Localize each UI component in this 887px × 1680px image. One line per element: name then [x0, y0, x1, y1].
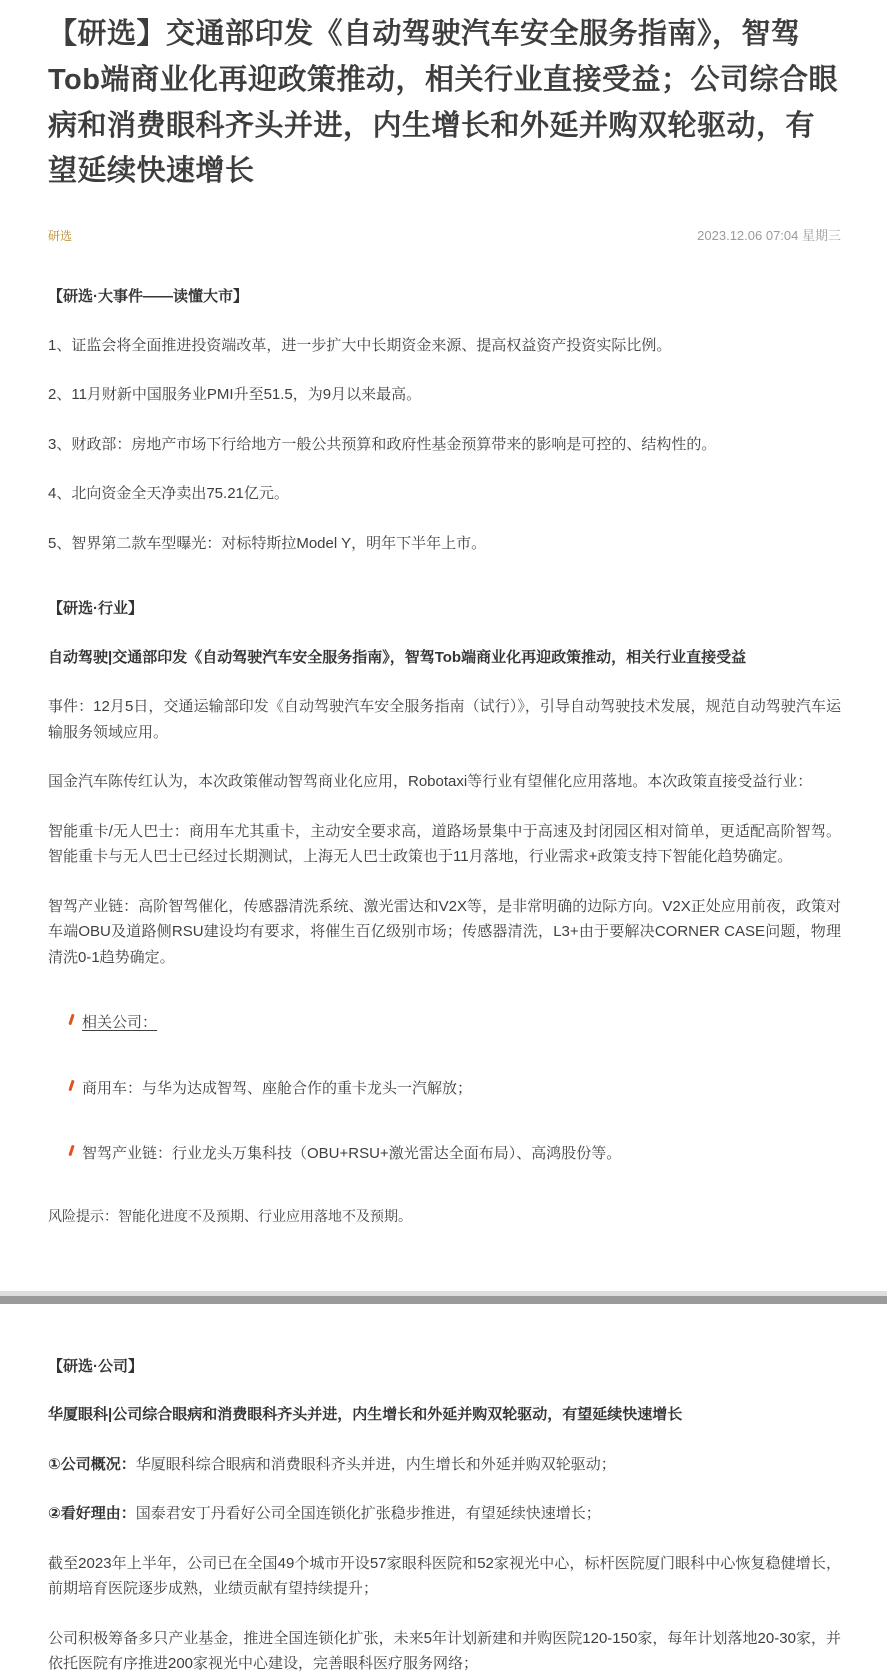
- section-heading-big-events: 【研选·大事件——读懂大市】: [48, 288, 248, 306]
- company-point: [48, 1501, 841, 1527]
- source-label: 研选: [48, 229, 73, 244]
- bullet-icon: [68, 1080, 74, 1091]
- divider-dark-bar: [0, 1296, 887, 1304]
- event-item: 5、智界第二款车型曝光：对标特斯拉Model Y，明年下半年上市。: [48, 534, 487, 552]
- related-companies-label: 相关公司：: [82, 1014, 158, 1032]
- section-heading-industry: 【研选·行业】: [48, 600, 143, 618]
- section-divider: [0, 1291, 887, 1304]
- publish-datetime: 2023.12.06 07:04 星期三: [697, 228, 841, 244]
- company-section: [0, 1344, 887, 1677]
- event-item: 3、财政部：房地产市场下行给地方一般公共预算和政府性基金预算带来的影响是可控的、结构性的。: [48, 435, 717, 453]
- related-company-item: [70, 1141, 841, 1167]
- related-companies-label-row: [70, 1010, 841, 1036]
- risk-notice: 风险提示：智能化进度不及预期、行业应用落地不及预期。: [48, 1207, 412, 1224]
- section-heading-company: 【研选·公司】: [48, 1357, 143, 1375]
- related-company-text: 智驾产业链：行业龙头万集科技（OBU+RSU+激光雷达全面布局）、高鸿股份等。: [82, 1145, 622, 1163]
- industry-paragraph: 事件：12月5日，交通运输部印发《自动驾驶汽车安全服务指南（试行）》，引导自动驾驶技术发展，规范自动驾驶汽车运输服务领域应用。: [48, 698, 841, 741]
- industry-paragraph: 智驾产业链：高阶智驾催化，传感器清洗系统、激光雷达和V2X等，是非常明确的边际方向。V2X正处应用前夜，政策对车端OBU及道路侧RSU建设均有要求，将催生百亿级别市场；传感器清洗，L3+由于要解决CORNER CASE问题，物理清洗0-1趋势确定。: [48, 897, 841, 966]
- industry-headline: 自动驾驶|交通部印发《自动驾驶汽车安全服务指南》，智驾Tob端商业化再迎政策推动，相关行业直接受益: [48, 648, 747, 666]
- company-paragraph: 公司积极筹备多只产业基金，推进全国连锁化扩张，未来5年计划新建和并购医院120-150家，每年计划落地20-30家，并依托医院有序推进200家视光中心建设，完善眼科医疗服务网络；: [48, 1629, 841, 1673]
- bullet-icon: [68, 1145, 74, 1156]
- page-title: 【研选】交通部印发《自动驾驶汽车安全服务指南》，智驾Tob端商业化再迎政策推动，相关行业直接受益；公司综合眼病和消费眼科齐头并进，内生增长和外延并购双轮驱动，有望延续快速增长: [48, 18, 838, 188]
- company-point-text: 国泰君安丁丹看好公司全国连锁化扩张稳步推进，有望延续快速增长；: [135, 1505, 601, 1523]
- event-item: 4、北向资金全天净卖出75.21亿元。: [48, 485, 289, 503]
- company-point: [48, 1452, 841, 1478]
- related-company-text: 商用车：与华为达成智驾、座舱合作的重卡龙头一汽解放；: [82, 1079, 473, 1097]
- bullet-icon: [68, 1014, 74, 1025]
- company-headline: 华厦眼科|公司综合眼病和消费眼科齐头并进，内生增长和外延并购双轮驱动，有望延续快速增长: [48, 1406, 683, 1424]
- industry-paragraph: 智能重卡/无人巴士：商用车尤其重卡，主动安全要求高，道路场景集中于高速及封闭园区相对简单，更适配高阶智驾。智能重卡与无人巴士已经过长期测试，上海无人巴士政策也于11月落地，行业需求+政策支持下智能化趋势确定。: [48, 822, 841, 866]
- company-point-text: 华厦眼科综合眼病和消费眼科齐头并进，内生增长和外延并购双轮驱动；: [135, 1455, 616, 1473]
- company-point-lead: ②看好理由：: [48, 1505, 136, 1523]
- related-company-item: [70, 1076, 841, 1102]
- event-item: 2、11月财新中国服务业PMI升至51.5，为9月以来最高。: [48, 386, 422, 404]
- company-point-lead: ①公司概况：: [48, 1455, 136, 1473]
- industry-paragraph: 国金汽车陈传红认为，本次政策催动智驾商业化应用，Robotaxi等行业有望催化应用落地。本次政策直接受益行业：: [48, 773, 813, 791]
- event-item: 1、证监会将全面推进投资端改革，进一步扩大中长期资金来源、提高权益资产投资实际比例。: [48, 336, 672, 354]
- article-meta: [48, 225, 841, 244]
- company-paragraph: 截至2023年上半年，公司已在全国49个城市开设57家眼科医院和52家视光中心，标杆医院厦门眼科中心恢复稳健增长，前期培育医院逐步成熟，业绩贡献有望持续提升；: [48, 1554, 841, 1598]
